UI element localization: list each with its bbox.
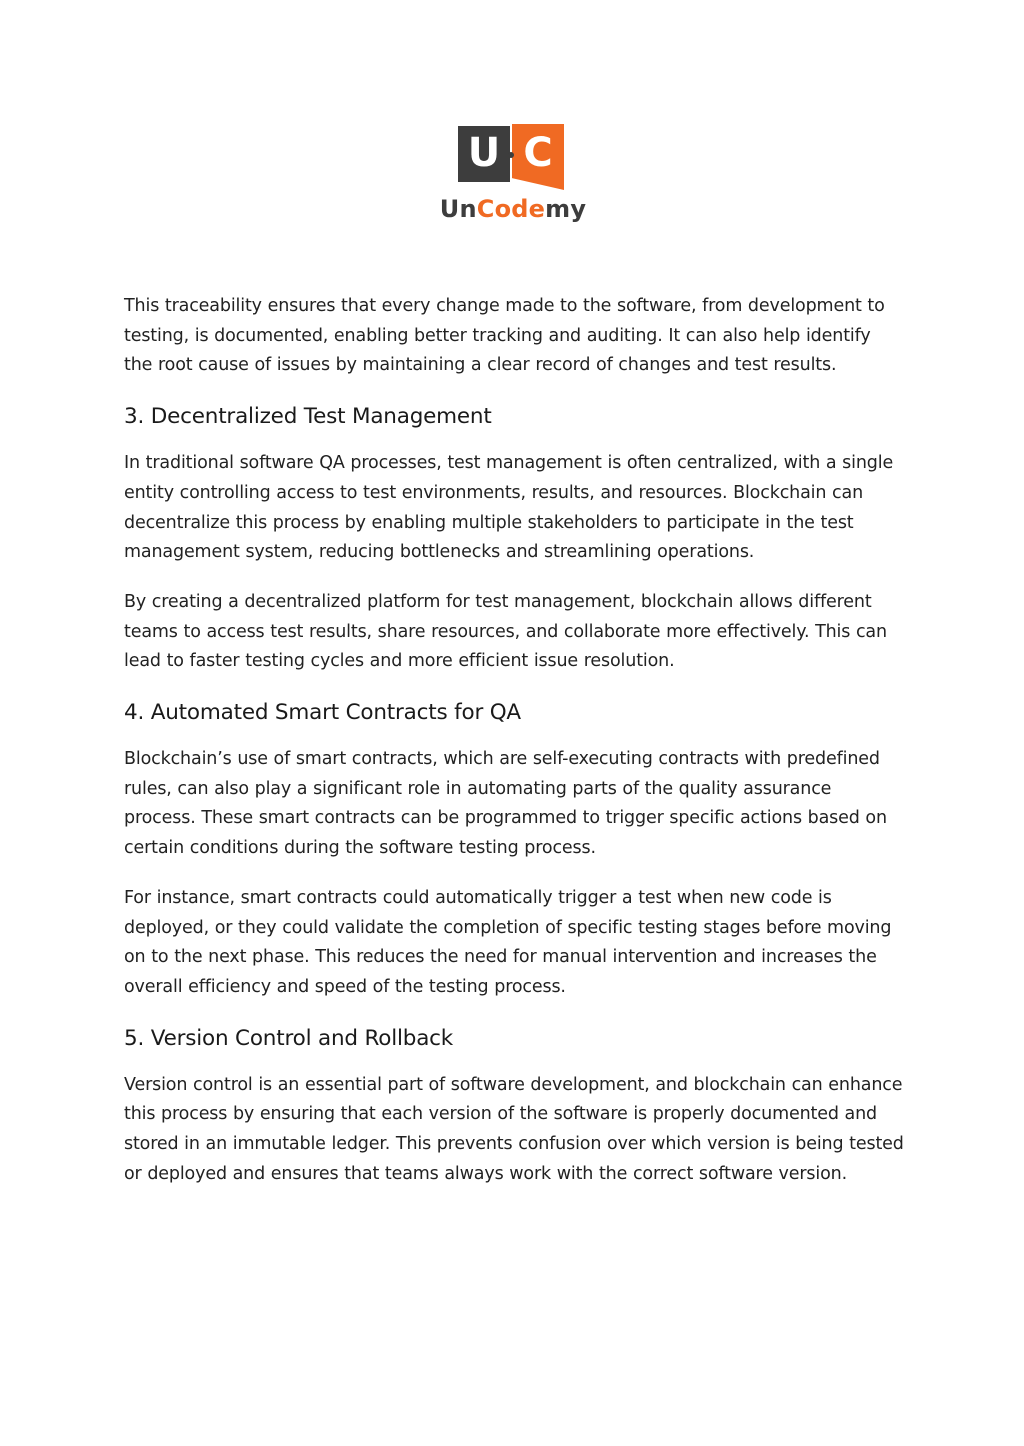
uncodemy-logo [428,124,598,228]
section-paragraph: By creating a decentralized platform for test management, blockchain allows different teams to access test results, share resources, and collaborate more effectively. This can lead to faster testing cycles and more efficient issue resolution. [124,591,887,672]
section-paragraph: Blockchain’s use of smart contracts, which are self-executing contracts with predefined rules, can also play a significant role in automating parts of the quality assurance process. These smart contracts can be programmed to trigger specific actions based on certain conditions during the software testing process. [124,749,887,859]
intro-paragraph: This traceability ensures that every change made to the software, from development to testing, is documented, enabling better tracking and auditing. It can also help identify the root cause of issues by maintaining a clear record of changes and test results. [124,296,885,376]
section-paragraph: In traditional software QA processes, test management is often centralized, with a single entity controlling access to test environments, results, and resources. Blockchain can decentralize this process by enabling multiple stakeholders to participate in the test management system, reducing bottlenecks and streamlining operations. [124,453,894,563]
logo-word-my: my [545,195,587,223]
logo-word-un: Un [439,195,477,223]
logo-wordmark [428,194,598,224]
section-paragraph: For instance, smart contracts could automatically trigger a test when new code is deployed, or they could validate the completion of specific testing stages before moving on to the next phase. This reduces the need for manual intervention and increases the overall efficiency and speed of the testing process. [124,887,892,997]
logo-word-code: Code [476,195,546,223]
logo-letter-c: C [523,130,553,176]
document-body [124,292,904,1209]
logo-mark [458,124,564,190]
logo-letter-u: U [467,130,501,176]
section-heading-decentralized-test-management: 3. Decentralized Test Management [124,404,492,430]
section-heading-automated-smart-contracts: 4. Automated Smart Contracts for QA [124,700,521,726]
section-heading-version-control: 5. Version Control and Rollback [124,1025,454,1051]
section-paragraph: Version control is an essential part of software development, and blockchain can enhance this process by ensuring that each version of the software is properly documented and stored in an immutable ledger. This prevents confusion over which version is being tested or deployed and ensures that teams always work with the correct software version. [124,1074,904,1184]
